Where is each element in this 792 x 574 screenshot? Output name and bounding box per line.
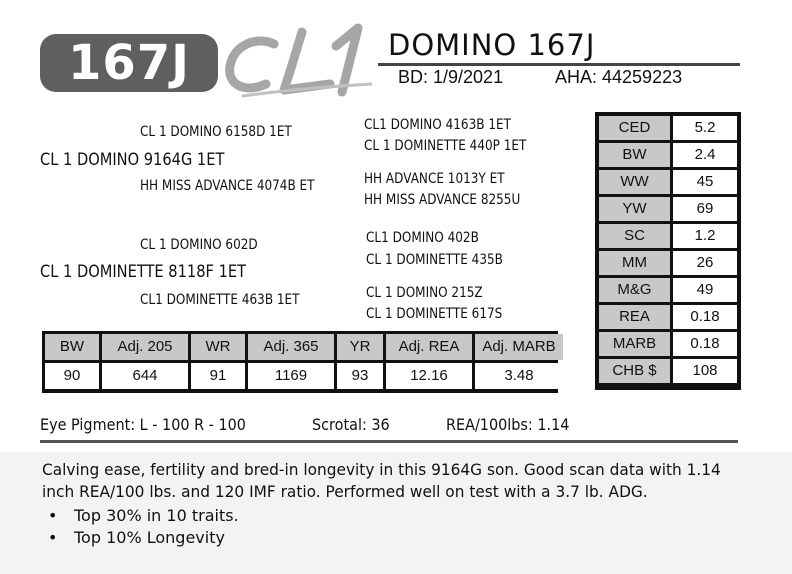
epd-label: BW <box>599 143 670 167</box>
performance-table <box>42 331 558 393</box>
epd-label: WW <box>599 170 670 194</box>
epd-row <box>599 143 737 167</box>
pedigree-sire: CL 1 DOMINO 9164G 1ET <box>40 150 225 170</box>
birth-date: BD: 1/9/2021 <box>398 67 504 87</box>
pedigree-sire-dam: HH MISS ADVANCE 4074B ET <box>140 178 315 194</box>
epd-label: MM <box>599 251 670 275</box>
epd-label: SC <box>599 224 670 248</box>
pedigree-sire-dam-dam: HH MISS ADVANCE 8255U <box>364 192 521 208</box>
eye-pigment: Eye Pigment: L - 100 R - 100 <box>40 415 246 434</box>
pedigree-dam-sire: CL 1 DOMINO 602D <box>140 237 258 253</box>
epd-label: CHB $ <box>599 359 670 383</box>
epd-row <box>599 170 737 194</box>
performance-value: 12.16 <box>386 363 472 389</box>
registration-number: AHA: 44259223 <box>555 67 683 87</box>
performance-header: Adj. 365 <box>248 334 334 360</box>
scrotal-measure: Scrotal: 36 <box>312 415 390 434</box>
epd-value: 45 <box>673 170 737 194</box>
epd-value: 108 <box>673 359 737 383</box>
epd-row <box>599 332 737 356</box>
performance-header: WR <box>191 334 245 360</box>
epd-row <box>599 278 737 302</box>
performance-value: 93 <box>337 363 383 389</box>
epd-table <box>595 112 741 390</box>
bullet-text: Top 10% Longevity <box>74 528 225 547</box>
epd-label: YW <box>599 197 670 221</box>
epd-value: 2.4 <box>673 143 737 167</box>
bullet-text: Top 30% in 10 traits. <box>74 506 239 525</box>
epd-value: 69 <box>673 197 737 221</box>
pedigree-sire-sire-dam: CL 1 DOMINETTE 440P 1ET <box>364 138 527 154</box>
description-text: Calving ease, fertility and bred-in longevity in this 9164G son. Good scan data with 1.14 inch REA/100 lbs. and 120 IMF ratio. Performed well on test with a 3.7 lb. ADG. <box>42 460 721 501</box>
pedigree-sire-sire-sire: CL1 DOMINO 4163B 1ET <box>364 117 511 133</box>
epd-value: 5.2 <box>673 116 737 140</box>
pedigree-sire-dam-sire: HH ADVANCE 1013Y ET <box>364 171 505 187</box>
epd-row <box>599 305 737 329</box>
performance-value: 91 <box>191 363 245 389</box>
performance-value: 644 <box>102 363 188 389</box>
stats-divider <box>40 440 738 443</box>
performance-value: 90 <box>45 363 99 389</box>
bullet-dot-icon: • <box>48 506 58 525</box>
pedigree-dam: CL 1 DOMINETTE 8118F 1ET <box>40 262 247 282</box>
epd-row <box>599 251 737 275</box>
epd-value: 0.18 <box>673 305 737 329</box>
bullet-dot-icon: • <box>48 528 58 547</box>
lot-number-badge: 167J <box>40 34 218 92</box>
performance-header: Adj. MARB <box>475 334 563 360</box>
epd-row <box>599 224 737 248</box>
performance-header: YR <box>337 334 383 360</box>
performance-header: Adj. 205 <box>102 334 188 360</box>
epd-value: 49 <box>673 278 737 302</box>
cl1-logo <box>222 18 382 102</box>
epd-value: 1.2 <box>673 224 737 248</box>
pedigree-dam-dam-dam: CL 1 DOMINETTE 617S <box>366 306 503 322</box>
performance-header: Adj. REA <box>386 334 472 360</box>
performance-header: BW <box>45 334 99 360</box>
pedigree-sire-sire: CL 1 DOMINO 6158D 1ET <box>140 124 292 140</box>
pedigree-dam-sire-sire: CL1 DOMINO 402B <box>366 230 479 246</box>
epd-row <box>599 359 737 383</box>
epd-label: REA <box>599 305 670 329</box>
animal-name: DOMINO 167J <box>388 28 596 62</box>
epd-label: CED <box>599 116 670 140</box>
performance-value: 3.48 <box>475 363 563 389</box>
epd-row <box>599 116 737 140</box>
pedigree-dam-dam-sire: CL 1 DOMINO 215Z <box>366 285 483 301</box>
epd-value: 26 <box>673 251 737 275</box>
pedigree-dam-dam: CL1 DOMINETTE 463B 1ET <box>140 292 300 308</box>
epd-label: M&G <box>599 278 670 302</box>
epd-label: MARB <box>599 332 670 356</box>
pedigree-dam-sire-dam: CL 1 DOMINETTE 435B <box>366 252 503 268</box>
epd-value: 0.18 <box>673 332 737 356</box>
header-divider <box>378 63 740 66</box>
performance-value: 1169 <box>248 363 334 389</box>
rea-per-100lbs: REA/100lbs: 1.14 <box>446 415 570 434</box>
epd-row <box>599 197 737 221</box>
